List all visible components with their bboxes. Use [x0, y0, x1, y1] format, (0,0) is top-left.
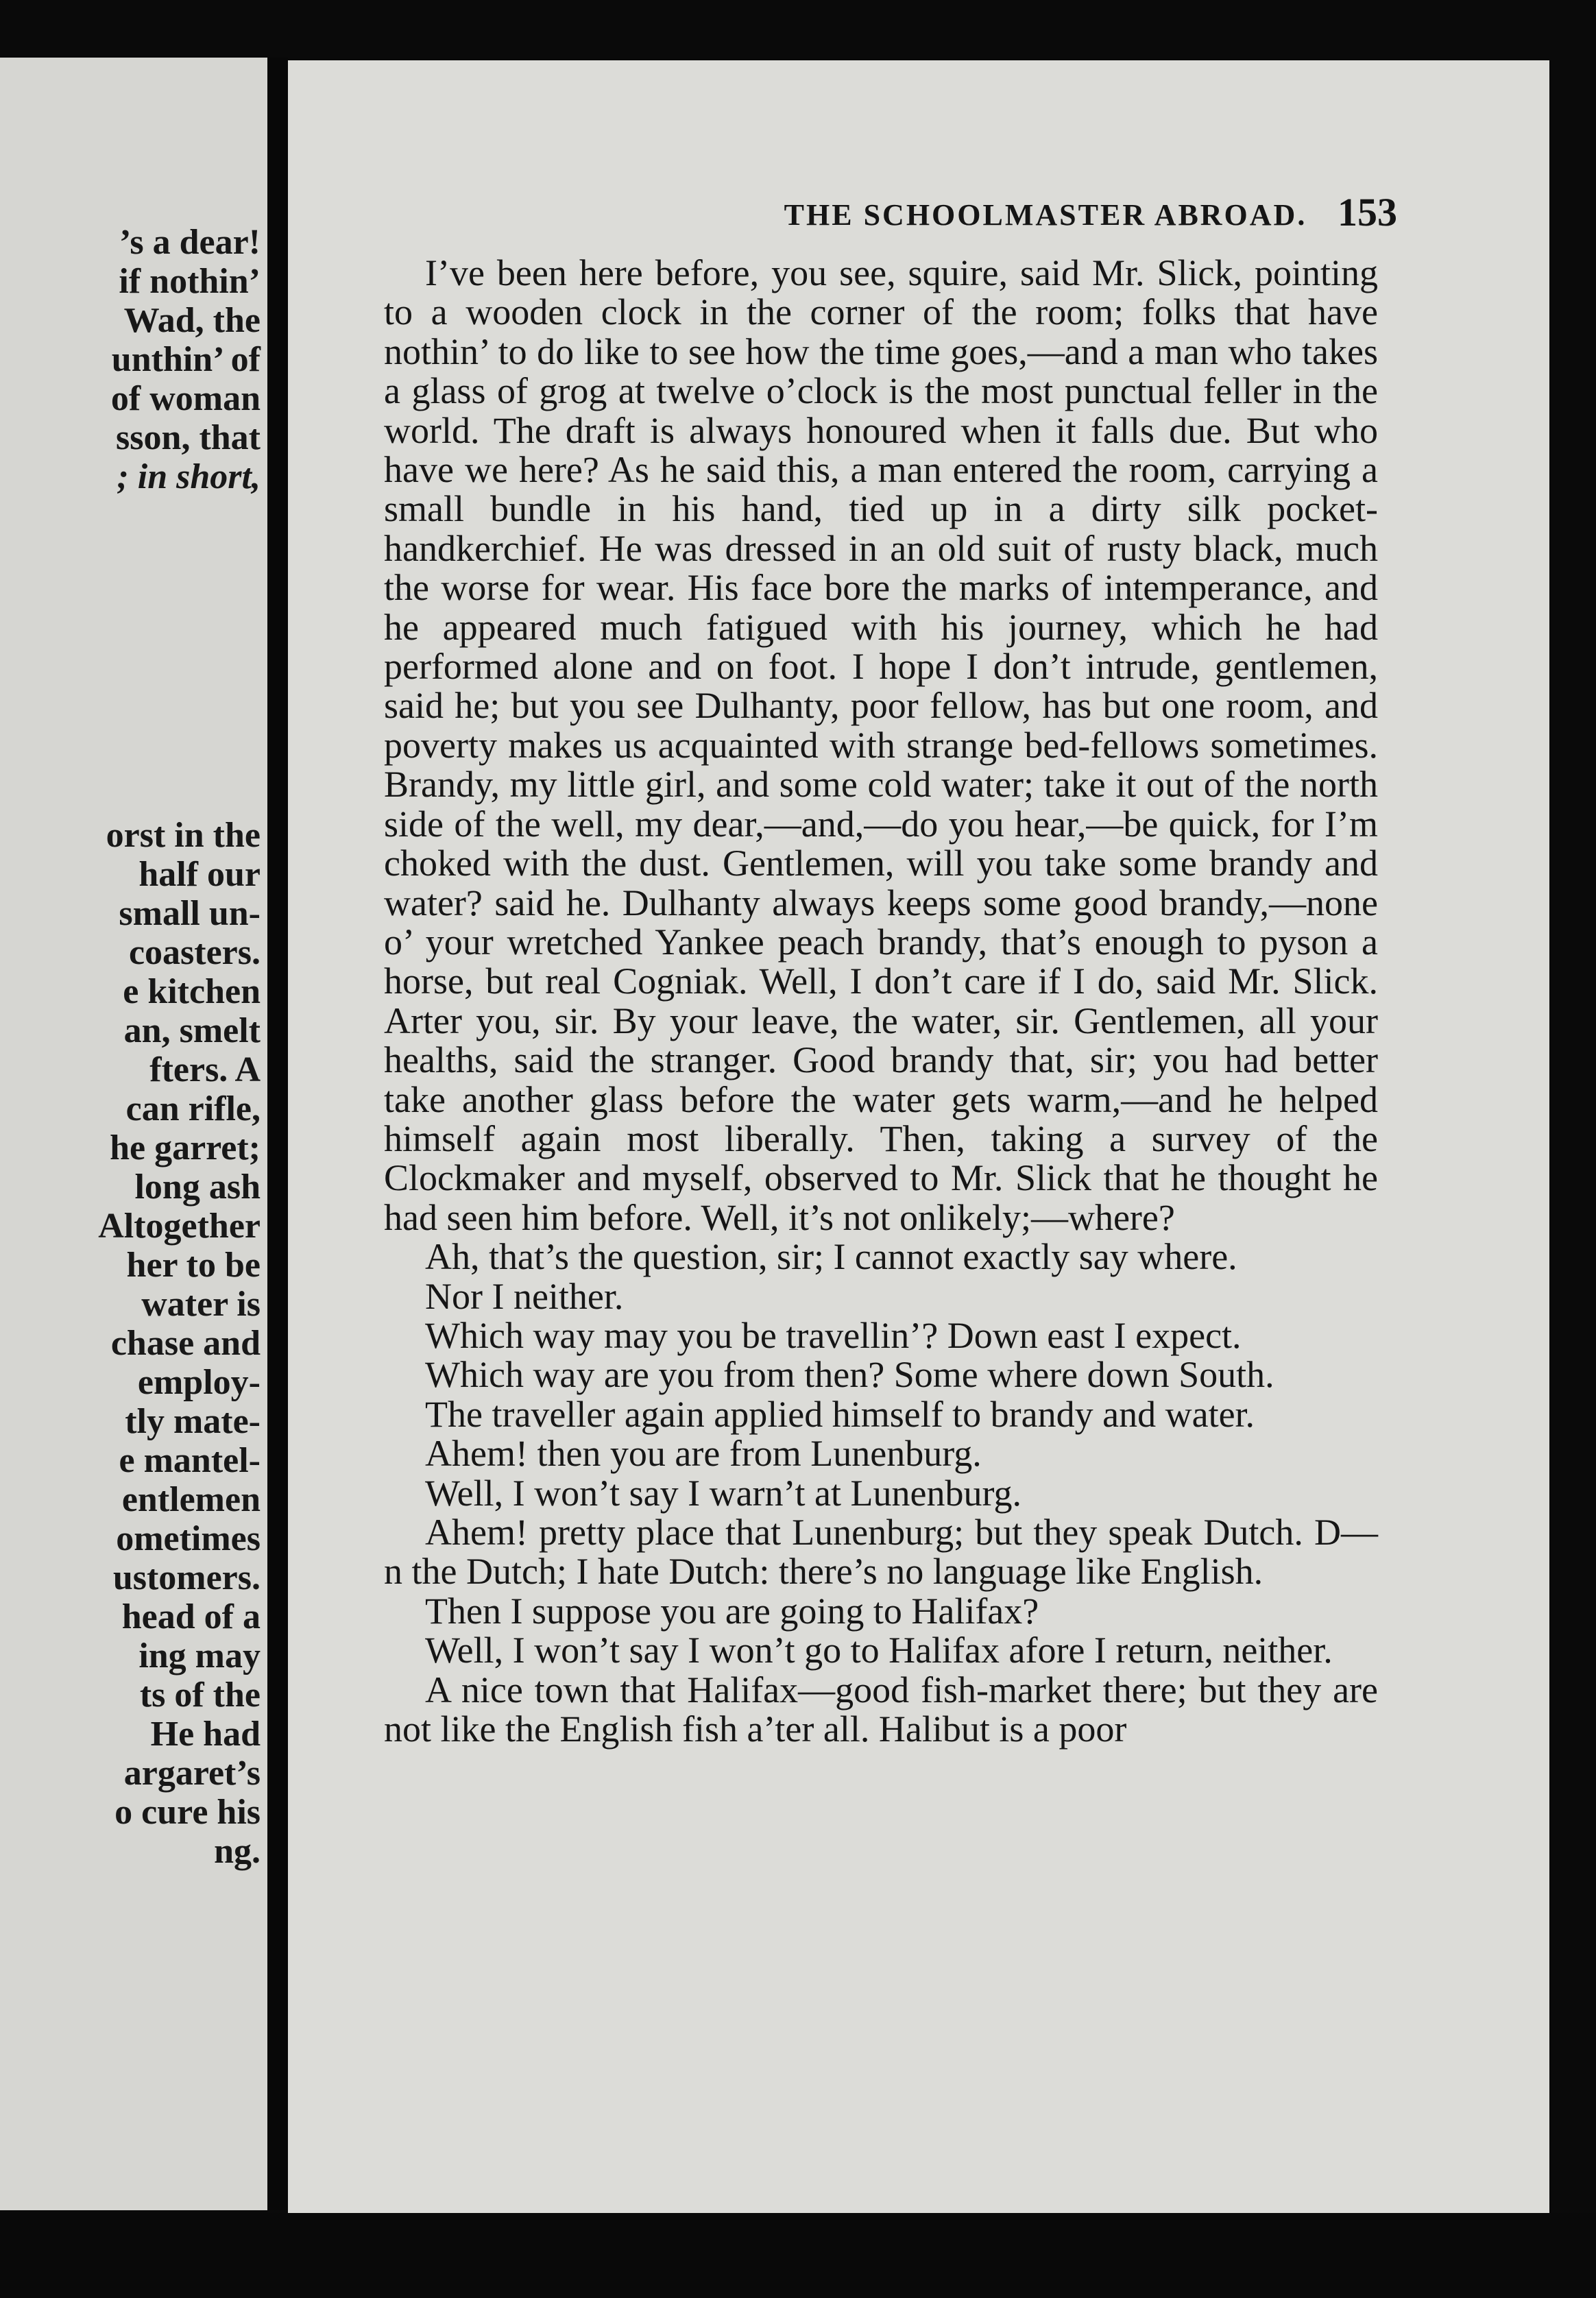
left-page-line: ts of the [139, 1676, 261, 1715]
left-page-line: ometimes [116, 1519, 261, 1558]
left-page-line: entlemen [121, 1480, 261, 1519]
paragraph: Well, I won’t say I warn’t at Lunenburg. [425, 1472, 1021, 1514]
running-head: THE SCHOOLMASTER ABROAD. [784, 198, 1307, 232]
body-text [384, 254, 1378, 1749]
page-gutter [267, 58, 288, 2210]
paragraph: Well, I won’t say I won’t go to Halifax afore I return, neither. [425, 1630, 1333, 1671]
left-page-line: Wad, the [123, 301, 261, 340]
paragraph: Ah, that’s the question, sir; I cannot exactly say where. [425, 1236, 1237, 1278]
left-page-line: o cure his [114, 1793, 261, 1832]
left-page-line: ’s a dear! [119, 223, 261, 262]
left-page-line: orst in the [106, 816, 261, 855]
paragraph: Which way are you from then? Some where down South. [425, 1354, 1274, 1396]
left-page-line: half our [138, 855, 261, 894]
left-page-line: long ash [134, 1168, 261, 1207]
page-number: 153 [1338, 190, 1397, 234]
left-page-line: ng. [214, 1832, 261, 1871]
left-page-line: water is [141, 1285, 261, 1324]
left-page-line: chase and [110, 1324, 261, 1363]
left-page-line: ing may [138, 1636, 261, 1676]
left-page-line: unthin’ of [111, 340, 261, 379]
left-page-line: small un- [119, 894, 261, 933]
left-page-line: of woman [110, 379, 261, 418]
left-page-line: e kitchen [123, 972, 261, 1011]
left-page-line: if nothin’ [119, 262, 261, 301]
left-page-line: employ- [137, 1363, 261, 1402]
left-page-line: He had [150, 1715, 261, 1754]
left-page-line: can rifle, [125, 1089, 261, 1128]
left-page-line: her to be [126, 1246, 261, 1285]
left-page-line: e mantel- [119, 1441, 261, 1480]
left-page-line: fters. A [149, 1050, 261, 1089]
paragraph: A nice town that Halifax—good fish-market there; but they are not like the English fish a’ter all. Halibut is a poor [384, 1669, 1378, 1750]
left-page-line: ; in short, [117, 457, 261, 496]
left-page-line: sson, that [116, 418, 261, 457]
left-page-fragment [0, 58, 267, 2210]
left-page-line: ustomers. [112, 1558, 261, 1597]
right-page [288, 60, 1549, 2213]
paragraph: The traveller again applied himself to brandy and water. [425, 1393, 1255, 1435]
left-page-line: argaret’s [123, 1754, 261, 1793]
paragraph: I’ve been here before, you see, squire, said Mr. Slick, pointing to a wooden clock in the corner of the room; folks that have nothin’ to do like to see how the time goes,—and a man who takes a glass of grog at twelve o’clock is the most punctual feller in the world. The draft is always honoured when it falls due. But who have we here? As he said this, a man entered the room, carrying a small bundle in his hand, tied up in a dirty silk pocket-handkerchief. He was dressed in an old suit of rusty black, much the worse for wear. His face bore the marks of intemperance, and he appeared much fatigued with his journey, which he had performed alone and on foot. I hope I don’t intrude, gentlemen, said he; but you see Dulhanty, poor fellow, has but one room, and poverty makes us acquainted with strange bed-fellows sometimes. Brandy, my little girl, and some cold water; take it out of the north side of the well, my dear,—and,—do you hear,—be quick, for I’m choked with the dust. Gentlemen, will you take some brandy and water? said he. Dulhanty always keeps some good brandy,—none o’ your wretched Yankee peach brandy, that’s enough to pyson a horse, but real Cogniak. Well, I don’t care if I do, said Mr. Slick. Arter you, sir. By your leave, the water, sir. Gentlemen, all your healths, said the stranger. Good brandy that, sir; you had better take another glass before the water gets warm,—and he helped himself again most liberally. Then, taking a survey of the Clockmaker and myself, observed to Mr. Slick that he thought he had seen him before. Well, it’s not onlikely;—where? [384, 252, 1378, 1238]
paragraph: Then I suppose you are going to Halifax? [425, 1590, 1039, 1632]
left-page-line: coasters. [128, 933, 261, 972]
scan-bottom-edge [0, 2213, 1596, 2298]
left-page-line: he garret; [110, 1128, 261, 1168]
left-page-line: Altogether [98, 1207, 261, 1246]
paragraph: Ahem! pretty place that Lunenburg; but they speak Dutch. D—n the Dutch; I hate Dutch: there’s no language like English. [384, 1512, 1378, 1593]
paragraph: Which way may you be travellin’? Down east I expect. [425, 1314, 1242, 1356]
paragraph: Nor I neither. [425, 1275, 624, 1317]
left-page-line: tly mate- [125, 1402, 261, 1441]
left-page-line: head of a [121, 1597, 261, 1636]
left-page-line: an, smelt [123, 1011, 261, 1050]
paragraph: Ahem! then you are from Lunenburg. [425, 1433, 982, 1475]
